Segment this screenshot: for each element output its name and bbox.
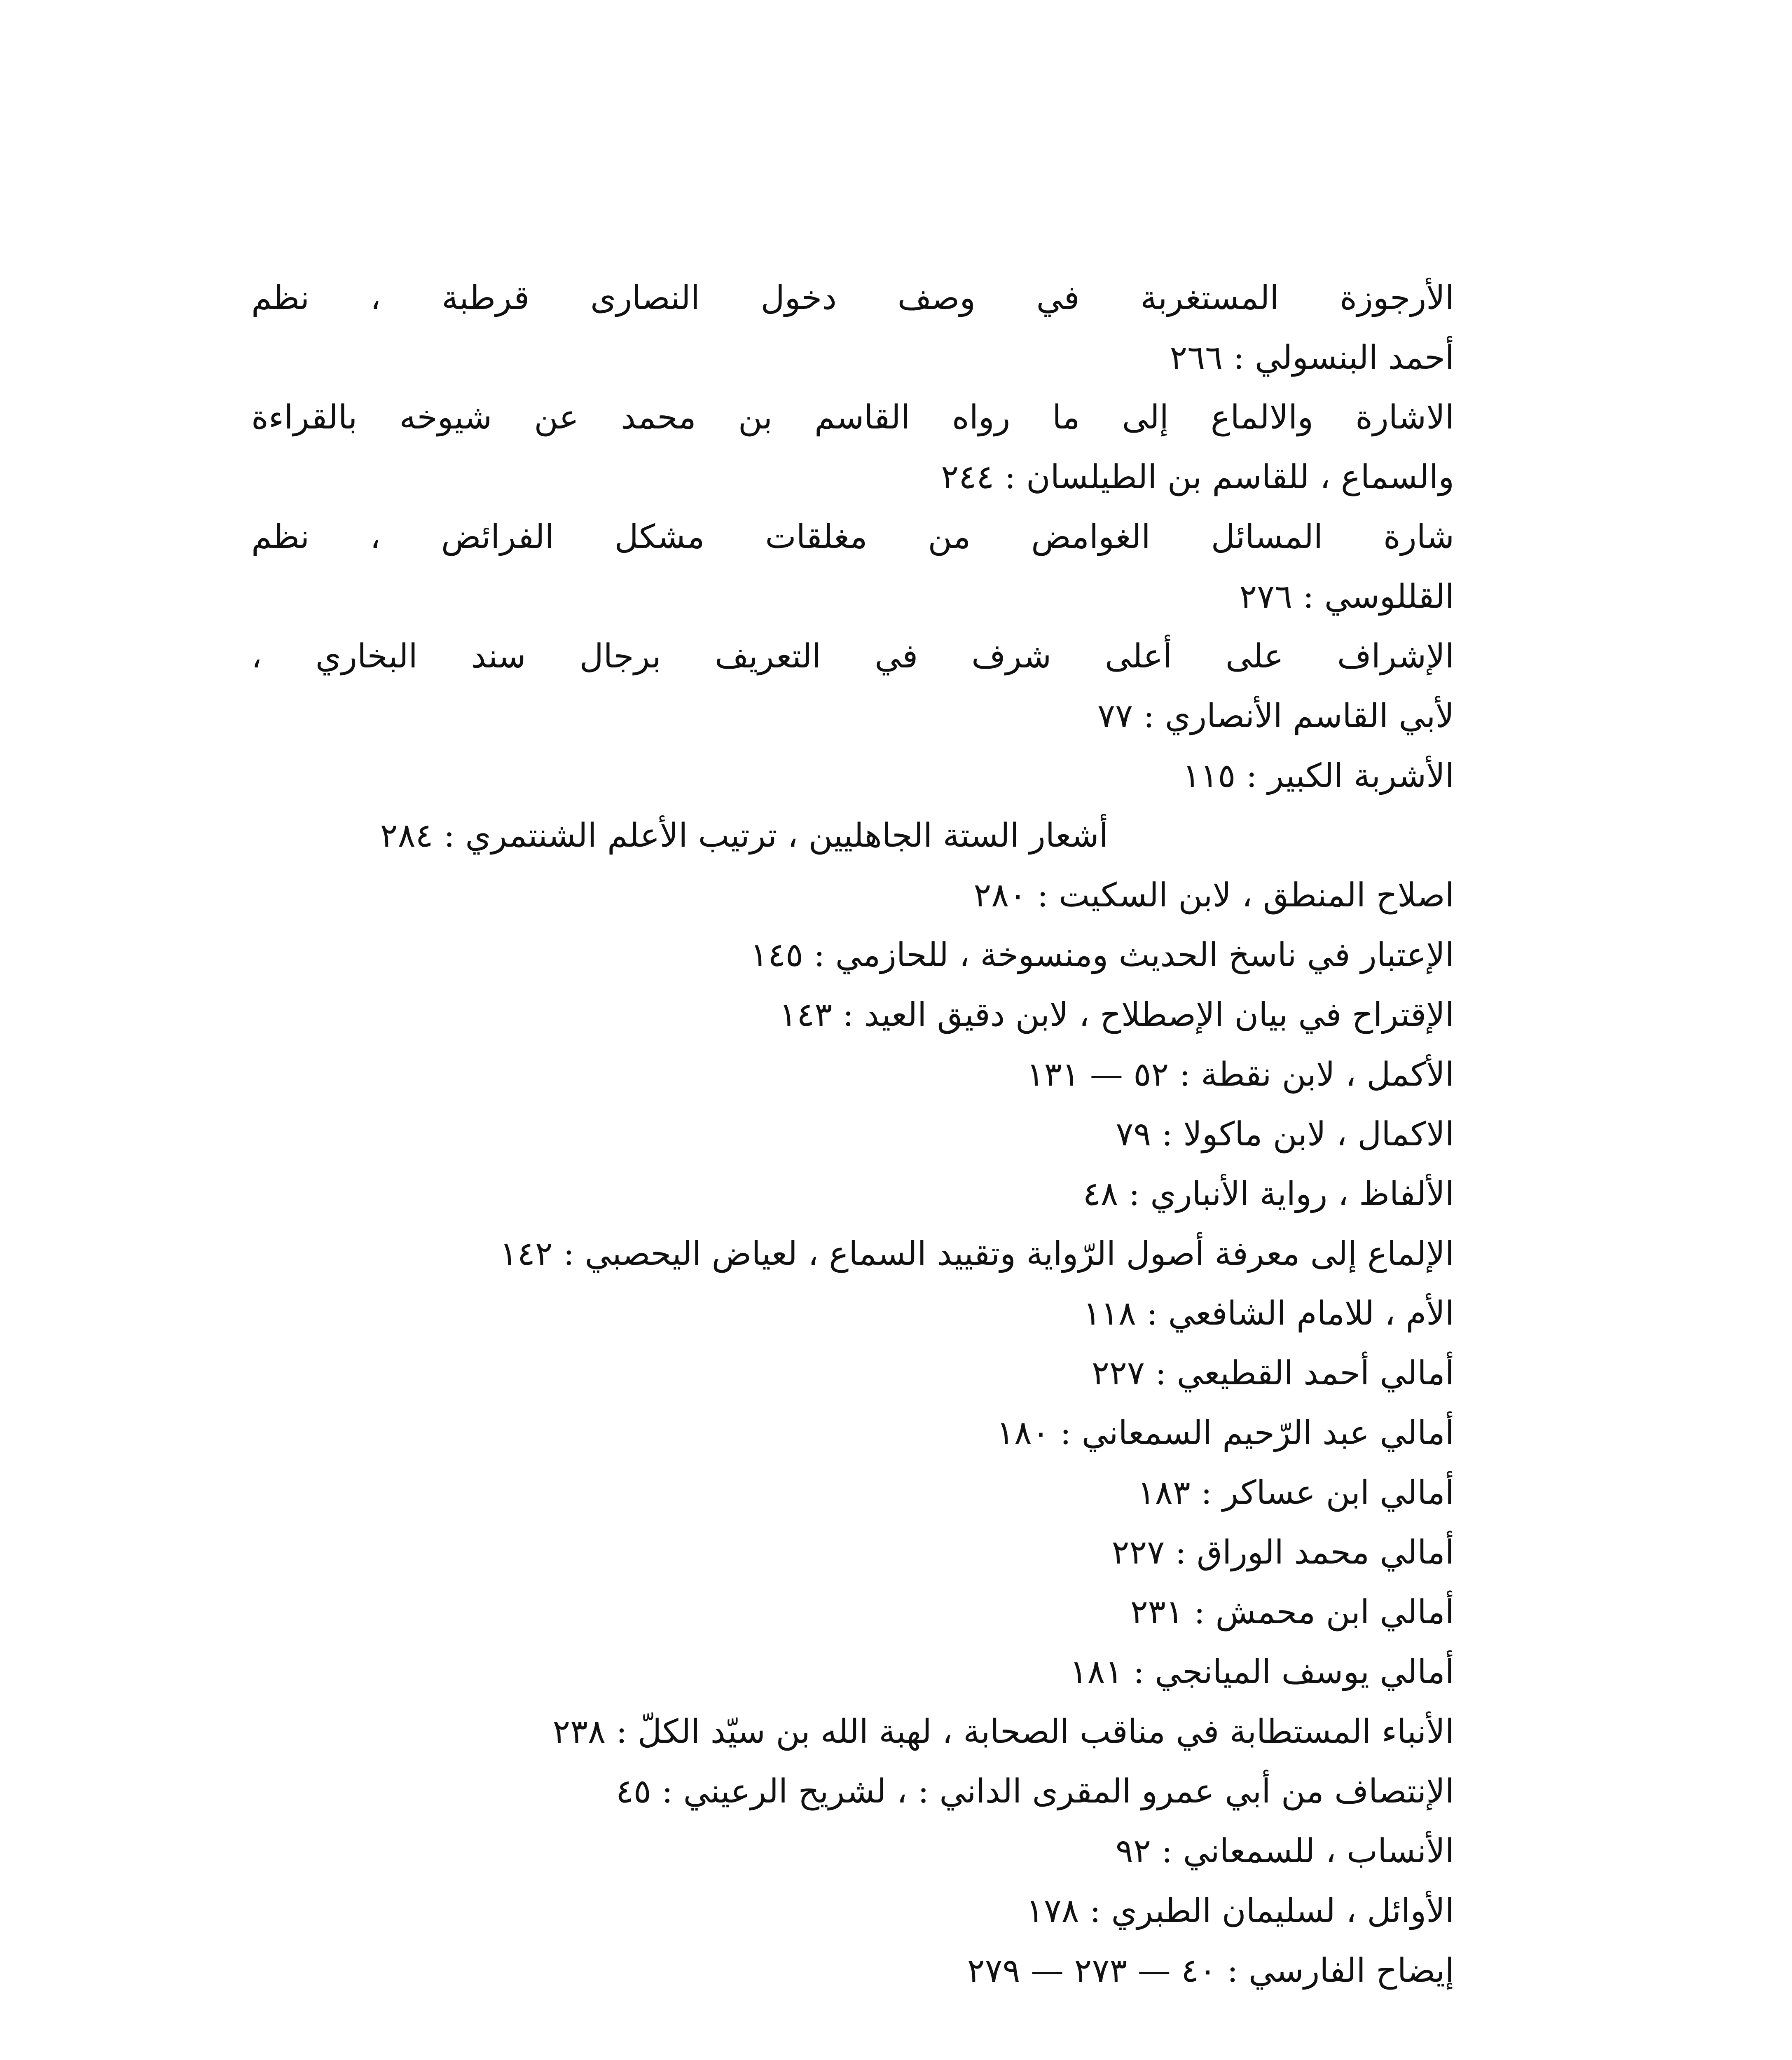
- index-entry: [251, 268, 1454, 387]
- index-entry: [251, 1164, 1454, 1224]
- index-entry: [251, 1881, 1454, 1941]
- entry-line: أمالي يوسف الميانجي : ١٨١: [1069, 1653, 1454, 1691]
- index-entry: [251, 1283, 1454, 1343]
- index-entry: [251, 626, 1454, 746]
- entry-continuation: لأبي القاسم الأنصاري : ٧٧: [1097, 697, 1454, 735]
- entry-line: الأرجوزة المستغربة في وصف دخول النصارى قرطبة ، نظم: [251, 279, 1454, 317]
- index-entries: [251, 268, 1454, 2000]
- entry-line: أمالي محمد الوراق : ٢٢٧: [1111, 1533, 1454, 1571]
- entry-line: اصلاح المنطق ، لابن السكيت : ٢٨٠: [973, 876, 1454, 914]
- index-entry: [251, 1821, 1454, 1881]
- entry-line: إيضاح الفارسي : ٤٠ — ٢٧٣ — ٢٧٩: [967, 1951, 1454, 1990]
- entry-continuation: والسماع ، للقاسم بن الطيلسان : ٢٤٤: [941, 458, 1454, 496]
- entry-continuation: أحمد البنسولي : ٢٦٦: [1170, 338, 1454, 377]
- entry-line: الإعتبار في ناسخ الحديث ومنسوخة ، للحازمي : ١٤٥: [750, 936, 1454, 974]
- index-entry: [251, 507, 1454, 626]
- index-entry: [251, 1761, 1454, 1821]
- entry-line: الأنساب ، للسمعاني : ٩٢: [1116, 1832, 1454, 1870]
- index-entry: [251, 1463, 1454, 1522]
- index-entry: [251, 985, 1454, 1044]
- index-entry: [251, 1642, 1454, 1702]
- entry-line: الألفاظ ، رواية الأنباري : ٤٨: [1083, 1175, 1454, 1213]
- entry-line: الاكمال ، لابن ماكولا : ٧٩: [1116, 1115, 1454, 1153]
- entry-line: الاشارة والالماع إلى ما رواه القاسم بن محمد عن شيوخه بالقراءة: [251, 398, 1454, 436]
- entry-line: الإنتصاف من أبي عمرو المقرى الداني : ، لشريح الرعيني : ٤٥: [615, 1772, 1454, 1810]
- index-entry: [251, 1343, 1454, 1403]
- entry-line: أمالي ابن محمش : ٢٣١: [1130, 1593, 1454, 1631]
- entry-line: الأم ، للامام الشافعي : ١١٨: [1083, 1294, 1454, 1332]
- entry-line: الأوائل ، لسليمان الطبري : ١٧٨: [1026, 1891, 1454, 1930]
- index-entry: [251, 746, 1454, 805]
- index-entry: [251, 1104, 1454, 1164]
- entry-line: الإلماع إلى معرفة أصول الرّواية وتقييد السماع ، لعياض اليحصبي : ١٤٢: [499, 1234, 1454, 1273]
- entry-line: أشعار الستة الجاهليين ، ترتيب الأعلم الشنتمري : ٢٨٤: [380, 816, 1108, 854]
- index-entry: [251, 1044, 1454, 1104]
- entry-line: الأكمل ، لابن نقطة : ٥٢ — ١٣١: [1026, 1055, 1454, 1093]
- entry-line: الإشراف على أعلى شرف في التعريف برجال سند البخاري ،: [251, 637, 1454, 675]
- entry-line: الأنباء المستطابة في مناقب الصحابة ، لهبة الله بن سيّد الكلّ : ٢٣٨: [552, 1712, 1454, 1751]
- index-entry: [251, 1403, 1454, 1463]
- index-entry: [251, 1582, 1454, 1642]
- entry-line: شارة المسائل الغوامض من مغلقات مشكل الفرائض ، نظم: [251, 517, 1454, 556]
- index-entry: [251, 865, 1454, 925]
- entry-line: أمالي ابن عساكر : ١٨٣: [1137, 1473, 1454, 1512]
- entry-continuation: القللوسي : ٢٧٦: [1239, 577, 1454, 616]
- index-entry: [251, 805, 1108, 865]
- index-entry: [251, 1941, 1454, 2000]
- index-entry: [251, 1522, 1454, 1582]
- entry-line: أمالي أحمد القطيعي : ٢٢٧: [1091, 1354, 1454, 1392]
- index-entry: [251, 1702, 1454, 1761]
- index-entry: [251, 1224, 1454, 1283]
- entry-line: الأشربة الكبير : ١١٥: [1182, 756, 1454, 795]
- index-entry: [251, 925, 1454, 985]
- entry-line: أمالي عبد الرّحيم السمعاني : ١٨٠: [996, 1414, 1454, 1452]
- entry-line: الإقتراح في بيان الإصطلاح ، لابن دقيق العيد : ١٤٣: [779, 995, 1454, 1034]
- index-entry: [251, 387, 1454, 507]
